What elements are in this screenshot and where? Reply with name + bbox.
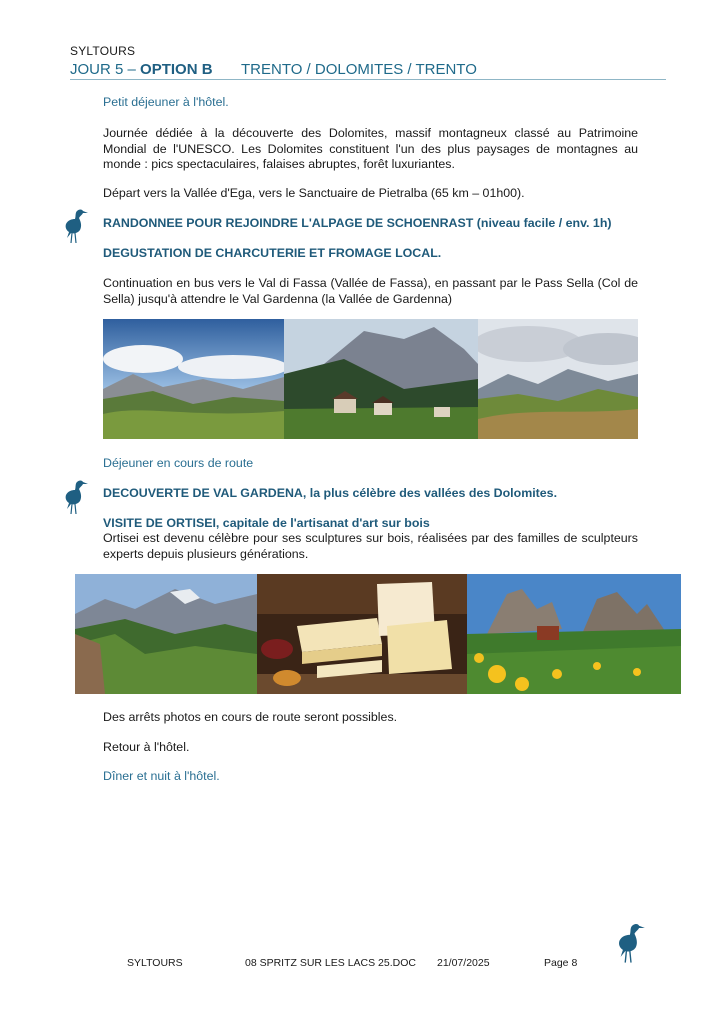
option-label: OPTION B (140, 61, 213, 78)
footer-document: 08 SPRITZ SUR LES LACS 25.DOC (245, 957, 416, 969)
dinner-text: Dîner et nuit à l'hôtel. (103, 769, 220, 783)
return-text: Retour à l'hôtel. (103, 740, 190, 754)
breakfast-text: Petit déjeuner à l'hôtel. (103, 95, 229, 109)
alpine-meadow-photo (478, 319, 638, 439)
footer-page: Page 8 (544, 957, 578, 969)
gardena-bold: DECOUVERTE DE VAL GARDENA, (103, 486, 307, 500)
heron-icon (616, 922, 646, 964)
ortisei-paragraph: Ortisei est devenu célèbre pour ses sculptures sur bois, réalisées par des familles de sculpteurs experts depuis plusieurs générations. (103, 531, 638, 561)
footer-company: SYLTOURS (127, 957, 183, 969)
departure-text: Départ vers la Vallée d'Ega, vers le Sanctuaire de Pietralba (65 km – 01h00). (103, 186, 525, 200)
hike-heading: RANDONNEE POUR REJOINDRE L'ALPAGE DE SCHOENRAST (niveau facile / env. 1h) (103, 216, 612, 230)
page-title-bar (70, 61, 666, 80)
lunch-text: Déjeuner en cours de route (103, 456, 254, 470)
footer-date: 21/07/2025 (437, 957, 490, 969)
cheese-platter-photo (257, 574, 467, 694)
heron-icon (63, 208, 89, 244)
mountain-panorama-photo (75, 574, 257, 694)
mountain-valley-photo (103, 319, 284, 439)
company-name: SYLTOURS (70, 44, 136, 58)
gardena-rest: la plus célèbre des vallées des Dolomites. (306, 486, 558, 500)
ortisei-heading: VISITE DE ORTISEI, capitale de l'artisanat d'art sur bois (103, 516, 430, 530)
route-title: TRENTO / DOLOMITES / TRENTO (241, 61, 477, 78)
day-label: JOUR 5 – (70, 61, 141, 78)
heron-icon (63, 479, 89, 515)
day-title (70, 61, 213, 78)
tasting-heading: DEGUSTATION DE CHARCUTERIE ET FROMAGE LOCAL. (103, 246, 442, 260)
gardena-line (103, 486, 638, 502)
photo-stops-text: Des arrêts photos en cours de route seront possibles. (103, 710, 398, 724)
continuation-paragraph: Continuation en bus vers le Val di Fassa (Vallée de Fassa), en passant par le Pass Sella (Col de Sella) jusqu'à attendre le Val Gardenna (la Vallée de Gardenna) (103, 276, 638, 306)
intro-paragraph: Journée dédiée à la découverte des Dolomites, massif montagneux classé au Patrimoine Mondial de l'UNESCO. Les Dolomites constituent l'un des plus paysages de montagnes au monde : pics spectaculaires, falaises abruptes, forêt luxuriantes. (103, 126, 638, 171)
village-dolomites-photo (284, 319, 478, 439)
dolomite-peaks-flowers-photo (467, 574, 681, 694)
